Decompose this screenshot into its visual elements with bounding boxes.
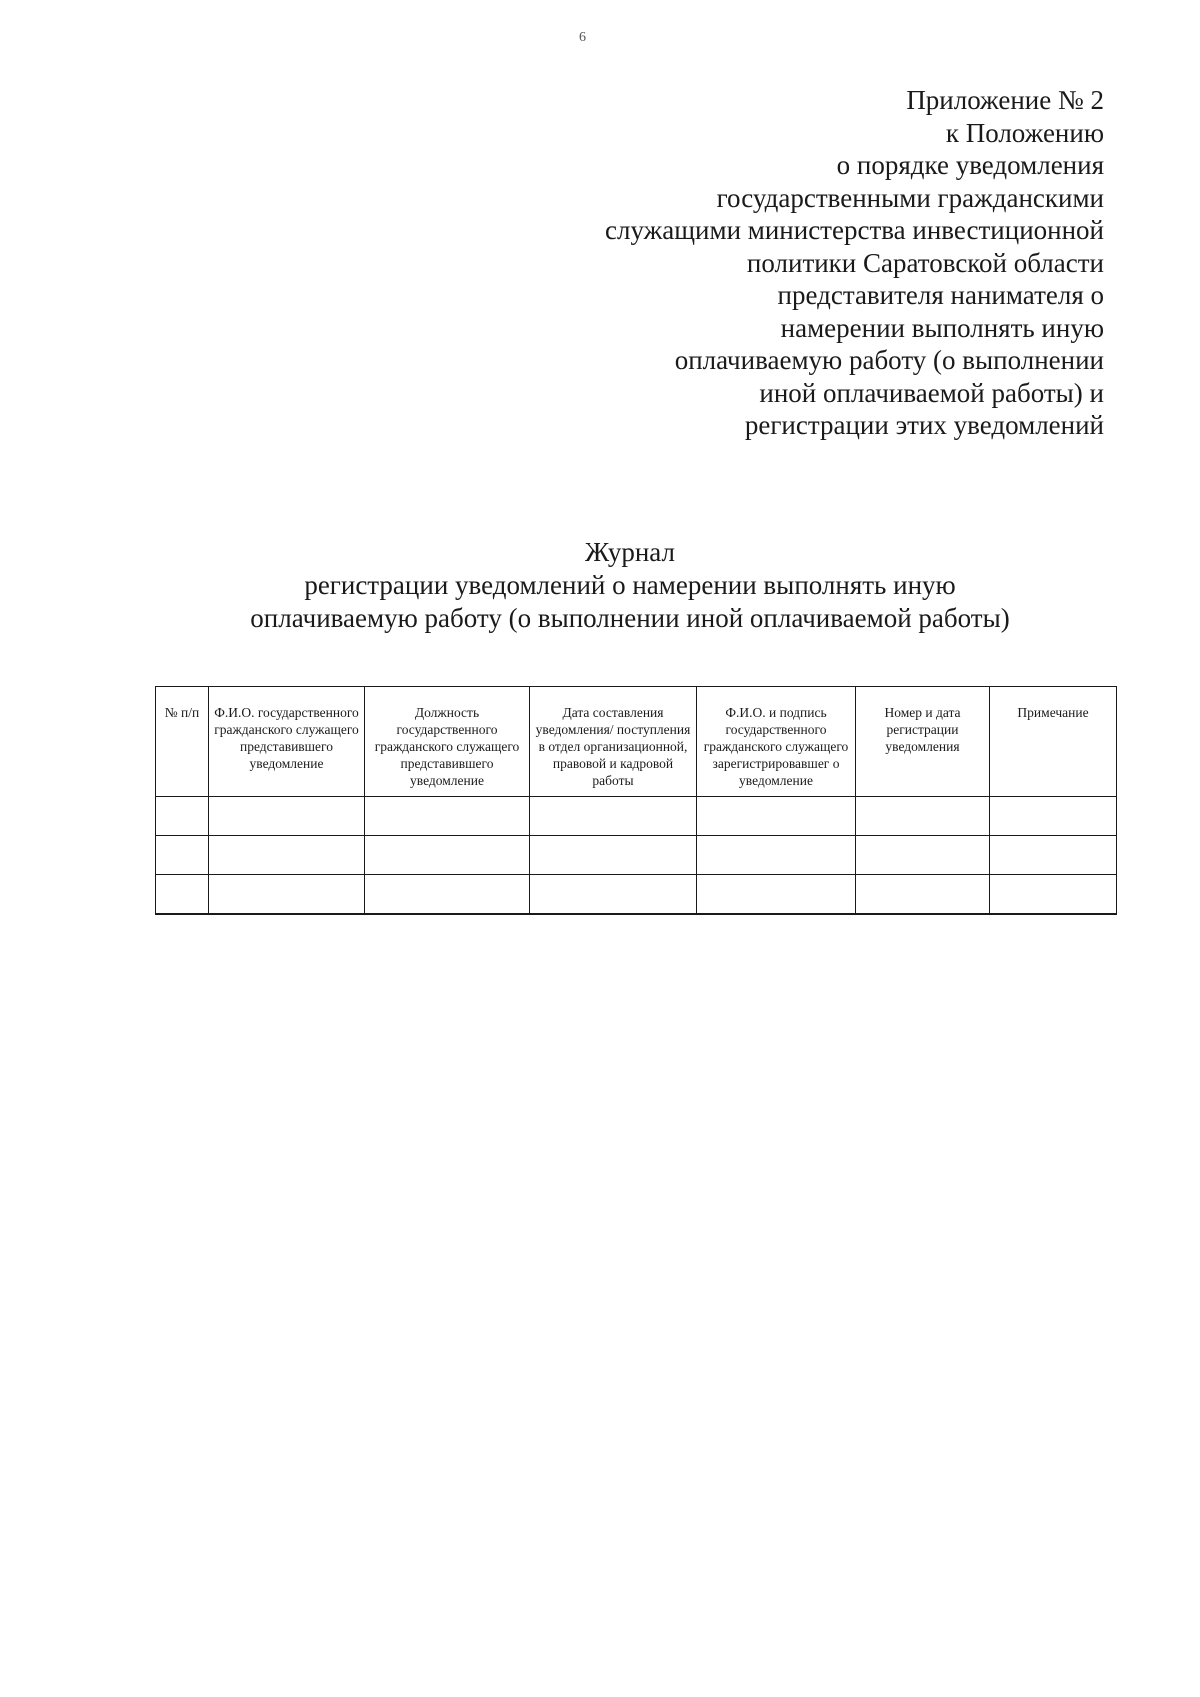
appendix-line: представителя нанимателя о (777, 280, 1104, 310)
column-header-fio: Ф.И.О. государственного гражданского служащего представившего уведомление (209, 687, 365, 797)
table-cell[interactable] (697, 875, 856, 915)
column-header-note: Примечание (990, 687, 1117, 797)
appendix-line: намерении выполнять иную (780, 312, 1104, 343)
column-header-registrar: Ф.И.О. и подпись государственного гражданского служащего зарегистрировавшег о уведомление (697, 687, 856, 797)
table-cell[interactable] (990, 797, 1117, 836)
journal-title: Журнал (584, 537, 676, 567)
journal-title-block (200, 536, 1060, 635)
appendix-line: политики Саратовской области (746, 247, 1104, 278)
table-cell[interactable] (209, 875, 365, 915)
registration-table (155, 686, 1117, 915)
column-header-number: № п/п (156, 687, 209, 797)
appendix-header (484, 84, 1104, 442)
appendix-line: регистрации этих уведомлений (744, 410, 1104, 440)
table-cell[interactable] (156, 797, 209, 836)
journal-subtitle-line: оплачиваемую работу (о выполнении иной оплачиваемой работы) (250, 603, 1010, 633)
appendix-line: иной оплачиваемой работы) и (759, 377, 1104, 408)
appendix-line: о порядке уведомления (836, 150, 1104, 180)
column-header-position: Должность государственного гражданского служащего представившего уведомление (365, 687, 530, 797)
table-cell[interactable] (530, 875, 697, 915)
journal-subtitle-line: регистрации уведомлений о намерении выполнять иную (304, 570, 956, 600)
table-cell[interactable] (365, 797, 530, 836)
table-cell[interactable] (209, 836, 365, 875)
appendix-line: государственными гражданскими (716, 182, 1104, 213)
column-header-date: Дата составления уведомления/ поступления в отдел организационной, правовой и кадровой работы (530, 687, 697, 797)
table-cell[interactable] (990, 836, 1117, 875)
table-cell[interactable] (856, 797, 990, 836)
table-header-row (156, 687, 1117, 797)
table-row (156, 875, 1117, 915)
appendix-line: служащими министерства инвестиционной (605, 215, 1104, 245)
page-number: 6 (579, 30, 586, 45)
table-cell[interactable] (856, 836, 990, 875)
table-cell[interactable] (156, 875, 209, 915)
table-cell[interactable] (697, 836, 856, 875)
table-row (156, 797, 1117, 836)
table-cell[interactable] (856, 875, 990, 915)
table-cell[interactable] (156, 836, 209, 875)
column-header-reg-number: Номер и дата регистрации уведомления (856, 687, 990, 797)
table-cell[interactable] (990, 875, 1117, 915)
table-cell[interactable] (365, 836, 530, 875)
appendix-line: оплачиваемую работу (о выполнении (674, 345, 1104, 375)
table-row (156, 836, 1117, 875)
table-cell[interactable] (209, 797, 365, 836)
table-cell[interactable] (530, 836, 697, 875)
table-cell[interactable] (530, 797, 697, 836)
table-cell[interactable] (365, 875, 530, 915)
appendix-line: к Положению (945, 117, 1104, 148)
appendix-line: Приложение № 2 (906, 85, 1104, 115)
table-cell[interactable] (697, 797, 856, 836)
